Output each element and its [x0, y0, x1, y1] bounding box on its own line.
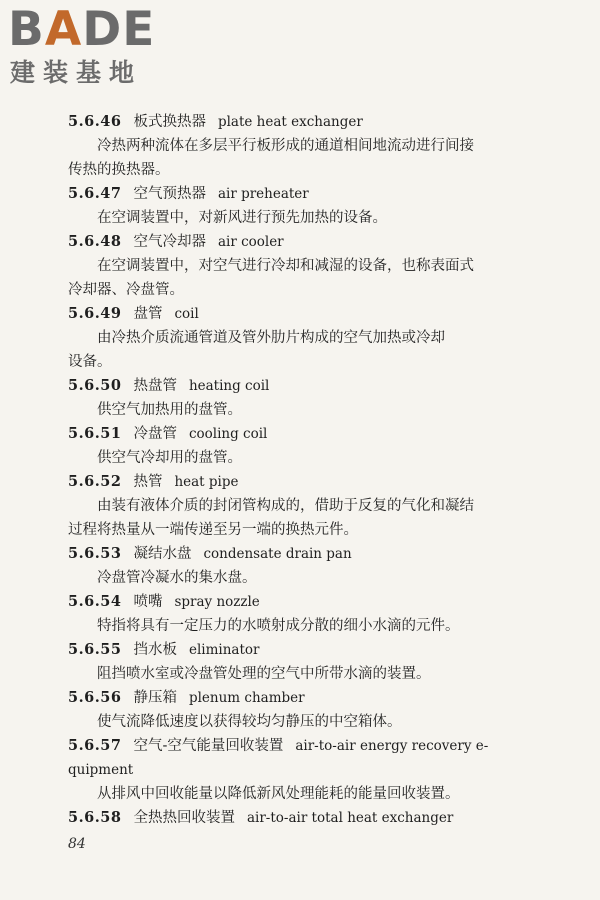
- entry-heading: [68, 110, 538, 134]
- entry-term-zh: 热管: [133, 474, 163, 490]
- entry-term-zh: 喷嘴: [133, 594, 163, 610]
- entry-term-en: condensate drain pan: [203, 546, 352, 562]
- definition-line: 特指将具有一定压力的水喷射成分散的细小水滴的元件。: [97, 618, 460, 634]
- glossary-entry-5-6-49: [68, 302, 538, 374]
- entry-number: 5.6.48: [68, 233, 122, 250]
- entry-heading: [68, 734, 538, 758]
- entry-term-zh: 空气-空气能量回收装置: [133, 738, 284, 754]
- definition-line: 供空气加热用的盘管。: [97, 402, 242, 418]
- definition-line: 冷却器、冷盘管。: [68, 282, 184, 298]
- entry-number: 5.6.54: [68, 593, 122, 610]
- watermark-brand-accent: A: [44, 2, 83, 57]
- entry-heading: [68, 686, 538, 710]
- definition-line: 使气流降低速度以获得较均匀静压的中空箱体。: [97, 714, 402, 730]
- entry-definition: [68, 254, 538, 278]
- page-number: 84: [68, 836, 86, 852]
- definition-line: 由装有液体介质的封闭管构成的，借助于反复的气化和凝结: [97, 498, 474, 514]
- entry-term-en: heat pipe: [174, 474, 239, 490]
- entry-heading: [68, 542, 538, 566]
- entry-term-zh: 空气预热器: [133, 186, 206, 202]
- entry-definition: [68, 782, 538, 806]
- entry-number: 5.6.53: [68, 545, 122, 562]
- glossary-entry-5-6-55: [68, 638, 538, 686]
- watermark-brand-part: B: [8, 2, 45, 57]
- entry-heading: [68, 182, 538, 206]
- entry-term-zh: 空气冷却器: [133, 234, 206, 250]
- entry-number: 5.6.50: [68, 377, 122, 394]
- entry-definition-cont: [68, 518, 538, 542]
- entry-heading: [68, 470, 538, 494]
- entry-term-zh: 冷盘管: [133, 426, 177, 442]
- glossary-entry-5-6-53: [68, 542, 538, 590]
- bade-watermark-logo: [8, 4, 183, 90]
- definition-line: 阻挡喷水室或冷盘管处理的空气中所带水滴的装置。: [97, 666, 431, 682]
- entry-term-zh: 板式换热器: [133, 114, 206, 130]
- entry-term-zh: 静压箱: [133, 690, 177, 706]
- watermark-brand-part: DE: [82, 2, 156, 57]
- entry-definition: [68, 446, 538, 470]
- entry-heading: [68, 302, 538, 326]
- entry-definition: [68, 662, 538, 686]
- entry-definition: [68, 614, 538, 638]
- entry-heading: [68, 422, 538, 446]
- entry-definition-cont: [68, 278, 538, 302]
- entry-term-en: air-to-air energy recovery e-: [295, 738, 489, 754]
- entry-term-en: air cooler: [217, 234, 284, 250]
- glossary-entry-5-6-57: [68, 734, 538, 806]
- definition-line: 在空调装置中，对空气进行冷却和减湿的设备，也称表面式: [97, 258, 474, 274]
- definition-line: 冷盘管冷凝水的集水盘。: [97, 570, 257, 586]
- entry-term-en: cooling coil: [188, 426, 268, 442]
- entry-number: 5.6.47: [68, 185, 122, 202]
- entry-definition: [68, 326, 538, 350]
- glossary-entry-5-6-48: [68, 230, 538, 302]
- entry-heading: [68, 374, 538, 398]
- glossary-content: [68, 110, 538, 830]
- glossary-entry-5-6-58: [68, 806, 538, 830]
- entry-definition: [68, 206, 538, 230]
- glossary-entry-5-6-52: [68, 470, 538, 542]
- entry-heading: [68, 806, 538, 830]
- entry-number: 5.6.57: [68, 737, 122, 754]
- entry-definition: [68, 710, 538, 734]
- glossary-entry-5-6-51: [68, 422, 538, 470]
- entry-term-zh: 热盘管: [133, 378, 177, 394]
- entry-definition-cont: [68, 350, 538, 374]
- definition-line: 供空气冷却用的盘管。: [97, 450, 242, 466]
- entry-definition: [68, 566, 538, 590]
- definition-line: 从排风中回收能量以降低新风处理能耗的能量回收装置。: [97, 786, 460, 802]
- watermark-subtitle: 建装基地: [10, 58, 143, 87]
- definition-line: 过程将热量从一端传递至另一端的换热元件。: [68, 522, 358, 538]
- entry-term-en: air preheater: [217, 186, 309, 202]
- entry-term-en: spray nozzle: [174, 594, 260, 610]
- definition-line: 在空调装置中，对新风进行预先加热的设备。: [97, 210, 387, 226]
- entry-term-en-cont: quipment: [68, 762, 134, 778]
- entry-number: 5.6.58: [68, 809, 122, 826]
- entry-number: 5.6.55: [68, 641, 122, 658]
- entry-definition-cont: [68, 158, 538, 182]
- entry-heading: [68, 638, 538, 662]
- glossary-entry-5-6-47: [68, 182, 538, 230]
- entry-term-en: air-to-air total heat exchanger: [246, 810, 454, 826]
- definition-line: 设备。: [68, 354, 112, 370]
- entry-number: 5.6.46: [68, 113, 122, 130]
- entry-term-en: coil: [174, 306, 199, 322]
- watermark-brand: [8, 4, 155, 56]
- entry-term-zh: 凝结水盘: [133, 546, 192, 562]
- entry-term-en: heating coil: [188, 378, 270, 394]
- definition-line: 由冷热介质流通管道及管外肋片构成的空气加热或冷却: [97, 330, 445, 346]
- glossary-entry-5-6-56: [68, 686, 538, 734]
- entry-heading-cont: [68, 758, 538, 782]
- glossary-entry-5-6-46: [68, 110, 538, 182]
- entry-definition: [68, 494, 538, 518]
- entry-term-zh: 盘管: [133, 306, 163, 322]
- entry-definition: [68, 398, 538, 422]
- entry-term-zh: 挡水板: [133, 642, 177, 658]
- entry-definition: [68, 134, 538, 158]
- entry-number: 5.6.56: [68, 689, 122, 706]
- entry-number: 5.6.51: [68, 425, 122, 442]
- definition-line: 传热的换热器。: [68, 162, 170, 178]
- entry-term-zh: 全热热回收装置: [133, 810, 235, 826]
- entry-term-en: plate heat exchanger: [217, 114, 363, 130]
- glossary-entry-5-6-50: [68, 374, 538, 422]
- entry-heading: [68, 590, 538, 614]
- definition-line: 冷热两种流体在多层平行板形成的通道相间地流动进行间接: [97, 138, 474, 154]
- entry-term-en: plenum chamber: [188, 690, 305, 706]
- glossary-entry-5-6-54: [68, 590, 538, 638]
- entry-heading: [68, 230, 538, 254]
- entry-number: 5.6.52: [68, 473, 122, 490]
- entry-term-en: eliminator: [188, 642, 260, 658]
- entry-number: 5.6.49: [68, 305, 122, 322]
